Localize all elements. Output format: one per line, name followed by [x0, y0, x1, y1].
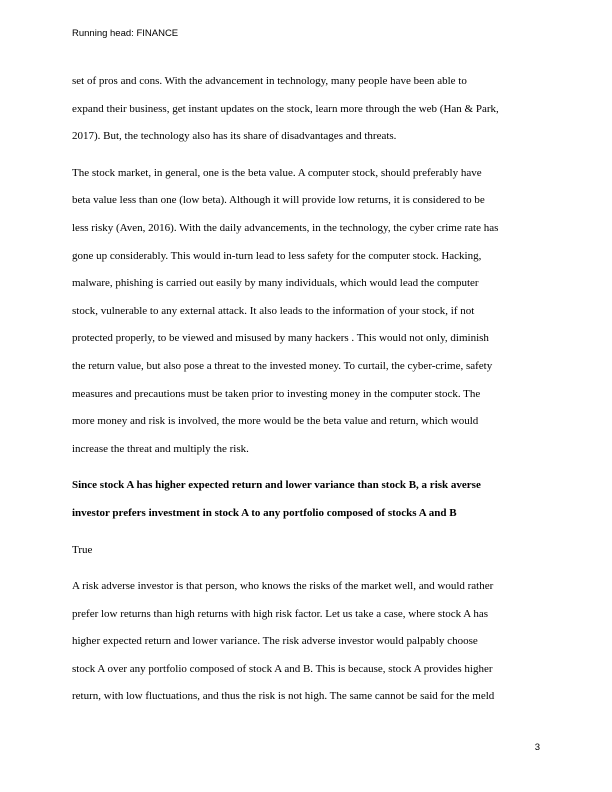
text-line: set of pros and cons. With the advancement in technology, many people have been able to	[72, 75, 467, 87]
paragraph-technology-intro	[72, 68, 552, 151]
text-line: malware, phishing is carried out easily by many individuals, which would lead the computer	[72, 277, 479, 290]
text-line: higher expected return and lower variance. The risk adverse investor would palpably choose	[72, 635, 478, 648]
text-line: 2017). But, the technology also has its share of disadvantages and threats.	[72, 130, 397, 143]
answer-label	[72, 537, 552, 565]
text-line: expand their business, get instant updates on the stock, learn more through the web (Han & Park,	[72, 102, 499, 115]
text-line: measures and precautions must be taken prior to investing money in the computer stock. The	[72, 387, 481, 400]
text-line: investor prefers investment in stock A to any portfolio composed of stocks A and B	[72, 506, 457, 519]
text-line: return, with low fluctuations, and thus the risk is not high. The same cannot be said for the meld	[72, 690, 495, 703]
text-line: Since stock A has higher expected return and lower variance than stock B, a risk averse	[72, 479, 481, 492]
page-number: 3	[534, 742, 540, 753]
running-head: Running head: FINANCE	[72, 28, 179, 39]
text-line: The stock market, in general, one is the beta value. A computer stock, should preferably have	[72, 166, 482, 179]
question-heading	[72, 472, 552, 527]
text-line: beta value less than one (low beta). Although it will provide low returns, it is considered to be	[72, 194, 485, 207]
text-line: increase the threat and multiply the risk.	[72, 442, 249, 455]
text-line: prefer low returns than high returns with high risk factor. Let us take a case, where stock A has	[72, 607, 489, 620]
text-line: less risky (Aven, 2016). With the daily advancements, in the technology, the cyber crime rate has	[72, 221, 499, 234]
paragraph-beta-value	[72, 160, 552, 464]
text-line: more money and risk is involved, the more would be the beta value and return, which would	[72, 415, 479, 428]
text-line: the return value, but also pose a threat to the invested money. To curtail, the cyber-crime, safety	[72, 359, 493, 372]
text-line: stock, vulnerable to any external attack. It also leads to the information of your stock, if not	[72, 304, 475, 317]
text-line: stock A over any portfolio composed of stock A and B. This is because, stock A provides higher	[72, 662, 493, 675]
text-line: gone up considerably. This would in-turn lead to less safety for the computer stock. Hacking,	[72, 249, 482, 262]
body-text	[72, 68, 552, 720]
text-line: A risk adverse investor is that person, who knows the risks of the market well, and would rather	[72, 580, 494, 593]
paragraph-risk-averse-investor	[72, 573, 552, 711]
text-line: True	[72, 543, 93, 556]
text-line: protected properly, to be viewed and misused by many hackers . This would not only, diminish	[72, 332, 489, 345]
